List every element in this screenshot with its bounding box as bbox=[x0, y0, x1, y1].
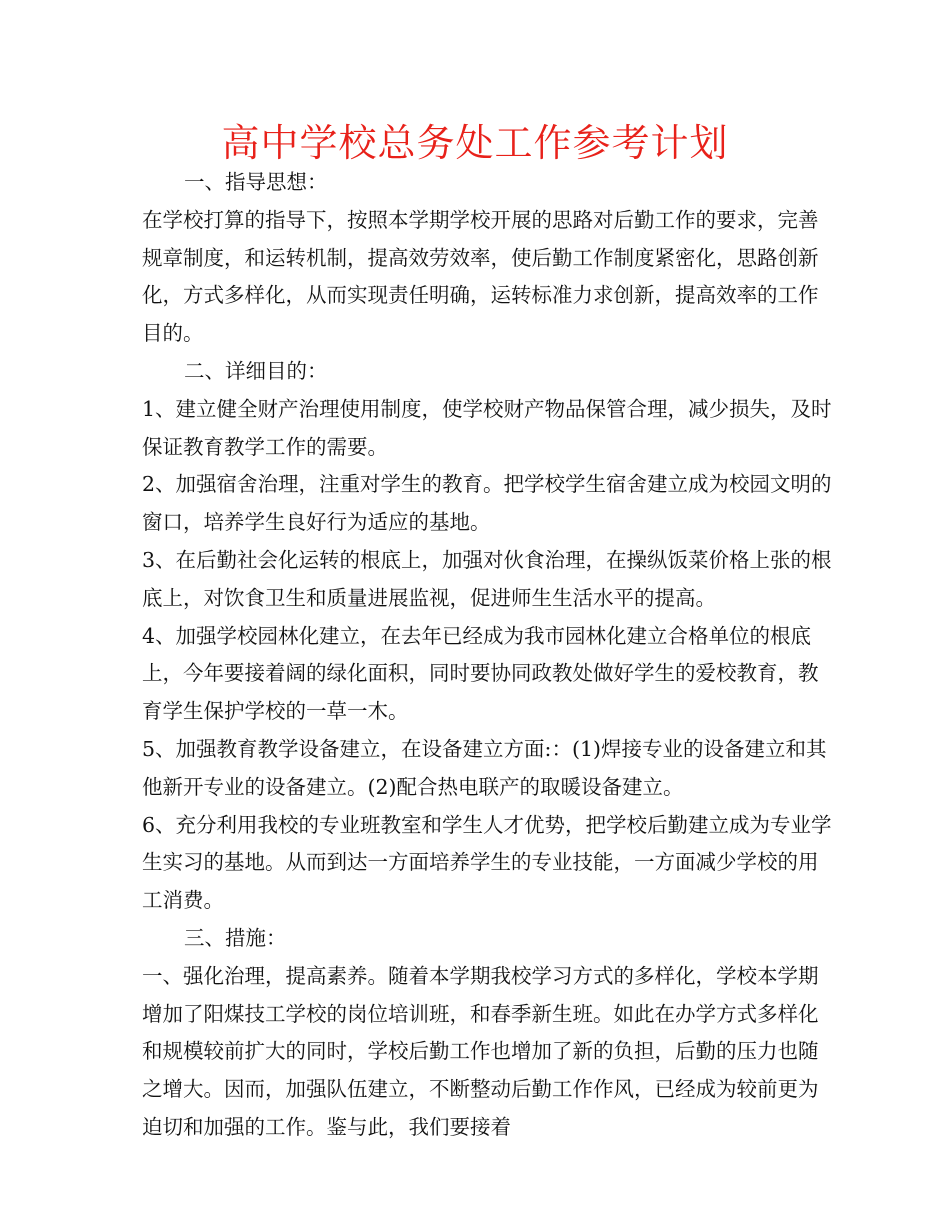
paragraph-guiding-ideology: 在学校打算的指导下，按照本学期学校开展的思路对后勤工作的要求，完善规章制度，和运转机制，提高效劳效率，使后勤工作制度紧密化，思路创新化，方式多样化，从而实现责任明确，运转标准力求创新，提高效率的工作目的。 bbox=[142, 207, 819, 346]
paragraph-goal-1: 1、建立健全财产治理使用制度，使学校财产物品保管合理，减少损失，及时保证教育教学工作的需要。 bbox=[142, 396, 832, 459]
section-heading-guiding-ideology: 一、指导思想： bbox=[184, 170, 328, 194]
paragraph-goal-6: 6、充分利用我校的专业班教室和学生人才优势，把学校后勤建立成为专业学生实习的基地。从而到达一方面培养学生的专业技能，一方面减少学校的用工消费。 bbox=[142, 812, 832, 913]
paragraph-goal-5: 5、加强教育教学设备建立，在设备建立方面:：(1)焊接专业的设备建立和其他新开专业的设备建立。(2)配合热电联产的取暖设备建立。 bbox=[142, 736, 827, 799]
section-heading-measures: 三、措施： bbox=[184, 925, 287, 950]
paragraph-goal-4: 4、加强学校园林化建立，在去年已经成为我市园林化建立合格单位的根底上，今年要接着阔的绿化面积，同时要协同政教处做好学生的爱校教育，教育学生保护学校的一草一木。 bbox=[142, 623, 819, 724]
section-heading-detailed-goals: 二、详细目的： bbox=[184, 358, 328, 383]
paragraph-measure-1: 一、强化治理，提高素养。随着本学期我校学习方式的多样化，学校本学期增加了阳煤技工学校的岗位培训班，和春季新生班。如此在办学方式多样化和规模较前扩大的同时，学校后勤工作也增加了新的负担，后勤的压力也随之增大。因而，加强队伍建立，不断整动后勤工作作风，已经成为较前更为迫切和加强的工作。鉴与此，我们要接着 bbox=[142, 963, 819, 1139]
document-title: 高中学校总务处工作参考计划 bbox=[221, 121, 729, 165]
paragraph-goal-3: 3、在后勤社会化运转的根底上，加强对伙食治理，在操纵饭菜价格上张的根底上，对饮食卫生和质量进展监视，促进师生生活水平的提高。 bbox=[142, 547, 832, 610]
document-body bbox=[142, 164, 832, 1147]
paragraph-goal-2: 2、加强宿舍治理，注重对学生的教育。把学校学生宿舍建立成为校园文明的窗口，培养学生良好行为适应的基地。 bbox=[142, 472, 832, 535]
